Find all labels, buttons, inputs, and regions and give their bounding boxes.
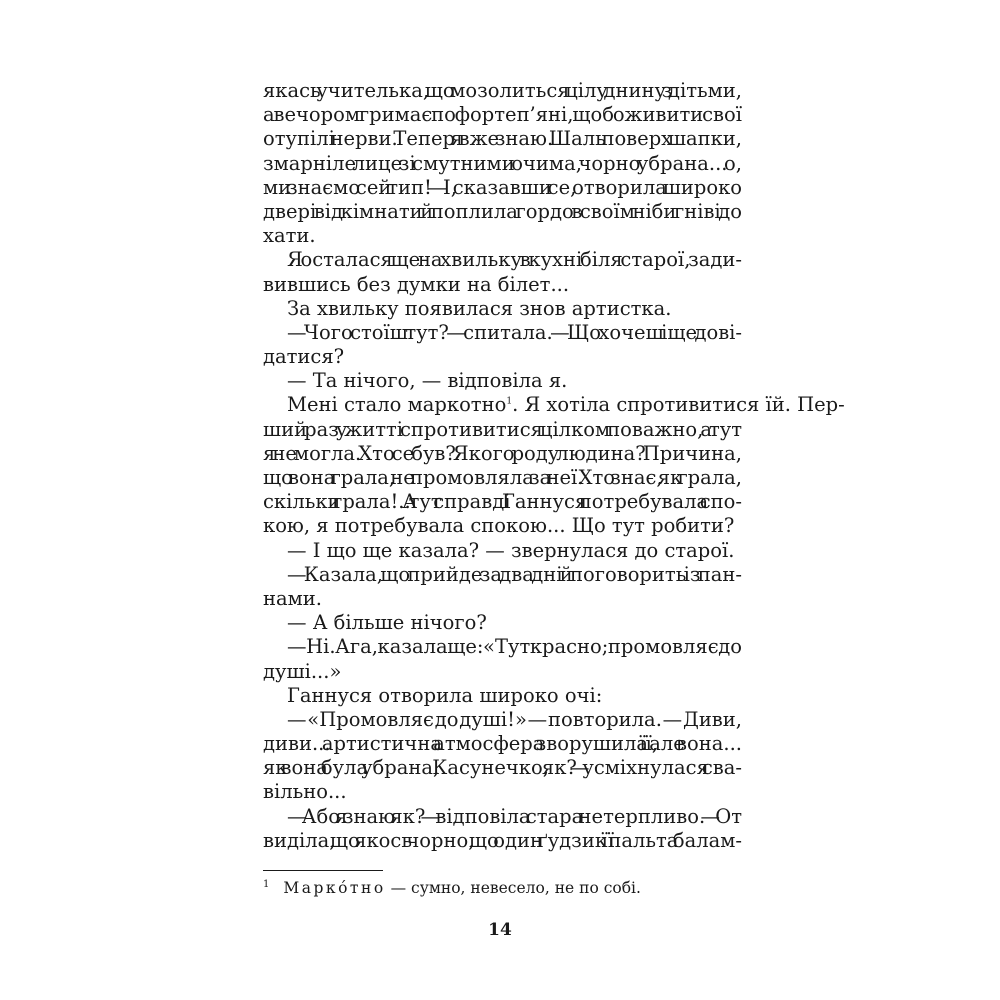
footnote-mark: 1	[263, 879, 270, 890]
footnote	[263, 875, 742, 898]
text-line: як вона була убрана, Касунечко, як? — усміхнулася сва-	[263, 756, 742, 780]
text-line: змарніле лице зі смутними очима, чорно убрана... о,	[263, 151, 742, 175]
text-line: вившись без думки на білет...	[263, 272, 570, 296]
text-line: — Або я знаю як? — відповіла стара нетерпливо. — От	[287, 804, 742, 828]
text-fragment: . Я хотіла спротивитися їй. Пер-	[512, 393, 845, 417]
text-line: що вона грала, не промовляла за неї. Хто знає, як грала,	[263, 466, 742, 489]
text-line: — «Промовляє до душі!» — повторила. — Диви,	[287, 707, 742, 731]
text-line: диви... артистична атмосфера зворушила її, але вона...	[263, 732, 742, 756]
text-line: а вечором гримає по фортеп’яні, щоб оживити свої	[263, 103, 742, 127]
text-line: отупілі нерви. Тепер я вже знаю. Шаль поверх шапки,	[263, 127, 742, 151]
text-line: я не могла. Хто се був? Якого роду людина? Причина,	[263, 441, 742, 465]
text-line: вільно...	[263, 780, 347, 804]
main-text	[263, 79, 845, 853]
footnote-divider	[263, 870, 383, 871]
text-line: кою, я потребувала спокою... Що тут робити?	[263, 514, 735, 538]
page-number: 14	[488, 920, 512, 940]
text-line: нами.	[263, 586, 322, 610]
text-line: ший раз у житті спротивитися цілком поважно, а тут	[263, 417, 742, 441]
footnote-definition: — сумно, невесело, не по собі.	[385, 879, 641, 898]
text-line: ми знаємо сей тип! — І, сказавши се, отворила широко	[263, 175, 742, 199]
text-line: За хвильку появилася знов артистка.	[287, 296, 672, 320]
text-line: хати.	[263, 224, 316, 248]
footnote-reference: 1	[506, 396, 513, 407]
text-line: датися?	[263, 345, 345, 369]
text-line: — А більше нічого?	[287, 611, 487, 635]
text-line: — Казала, що прийде за два дні й поговорить із пан-	[287, 562, 742, 586]
text-line: двері від кімнати й поплила гордо в своїм ніби гніві до	[263, 199, 742, 223]
text-line: Ганнуся отворила широко очі:	[287, 683, 603, 707]
text-line: — Ні. Ага, казала ще: «Тут красно; промовляє до	[287, 635, 742, 659]
text-line: — Та нічого, — відповіла я.	[287, 369, 568, 393]
footnote-term: Марко́тно	[283, 879, 386, 898]
text-line: — І що ще казала? — звернулася до старої.	[287, 538, 735, 562]
text-line: скільки грала!.. А тут справді Ганнуся потребувала спо-	[263, 490, 742, 514]
text-line: — Чого стоїш тут? — спитала. — Що хочеш іще дові-	[287, 320, 742, 344]
text-line: виділа, що якось чорно, що один ґудзик її пальта балам-	[263, 828, 742, 852]
text-line: душі...»	[263, 659, 342, 683]
text-fragment: Мені стало маркотно	[287, 393, 507, 417]
text-line: Я осталася ще на хвильку в кухні біля старої, зади-	[287, 248, 742, 272]
text-line	[263, 393, 845, 417]
text-line: якась учителька, що мозолиться цілу днину з дітьми,	[263, 79, 742, 102]
